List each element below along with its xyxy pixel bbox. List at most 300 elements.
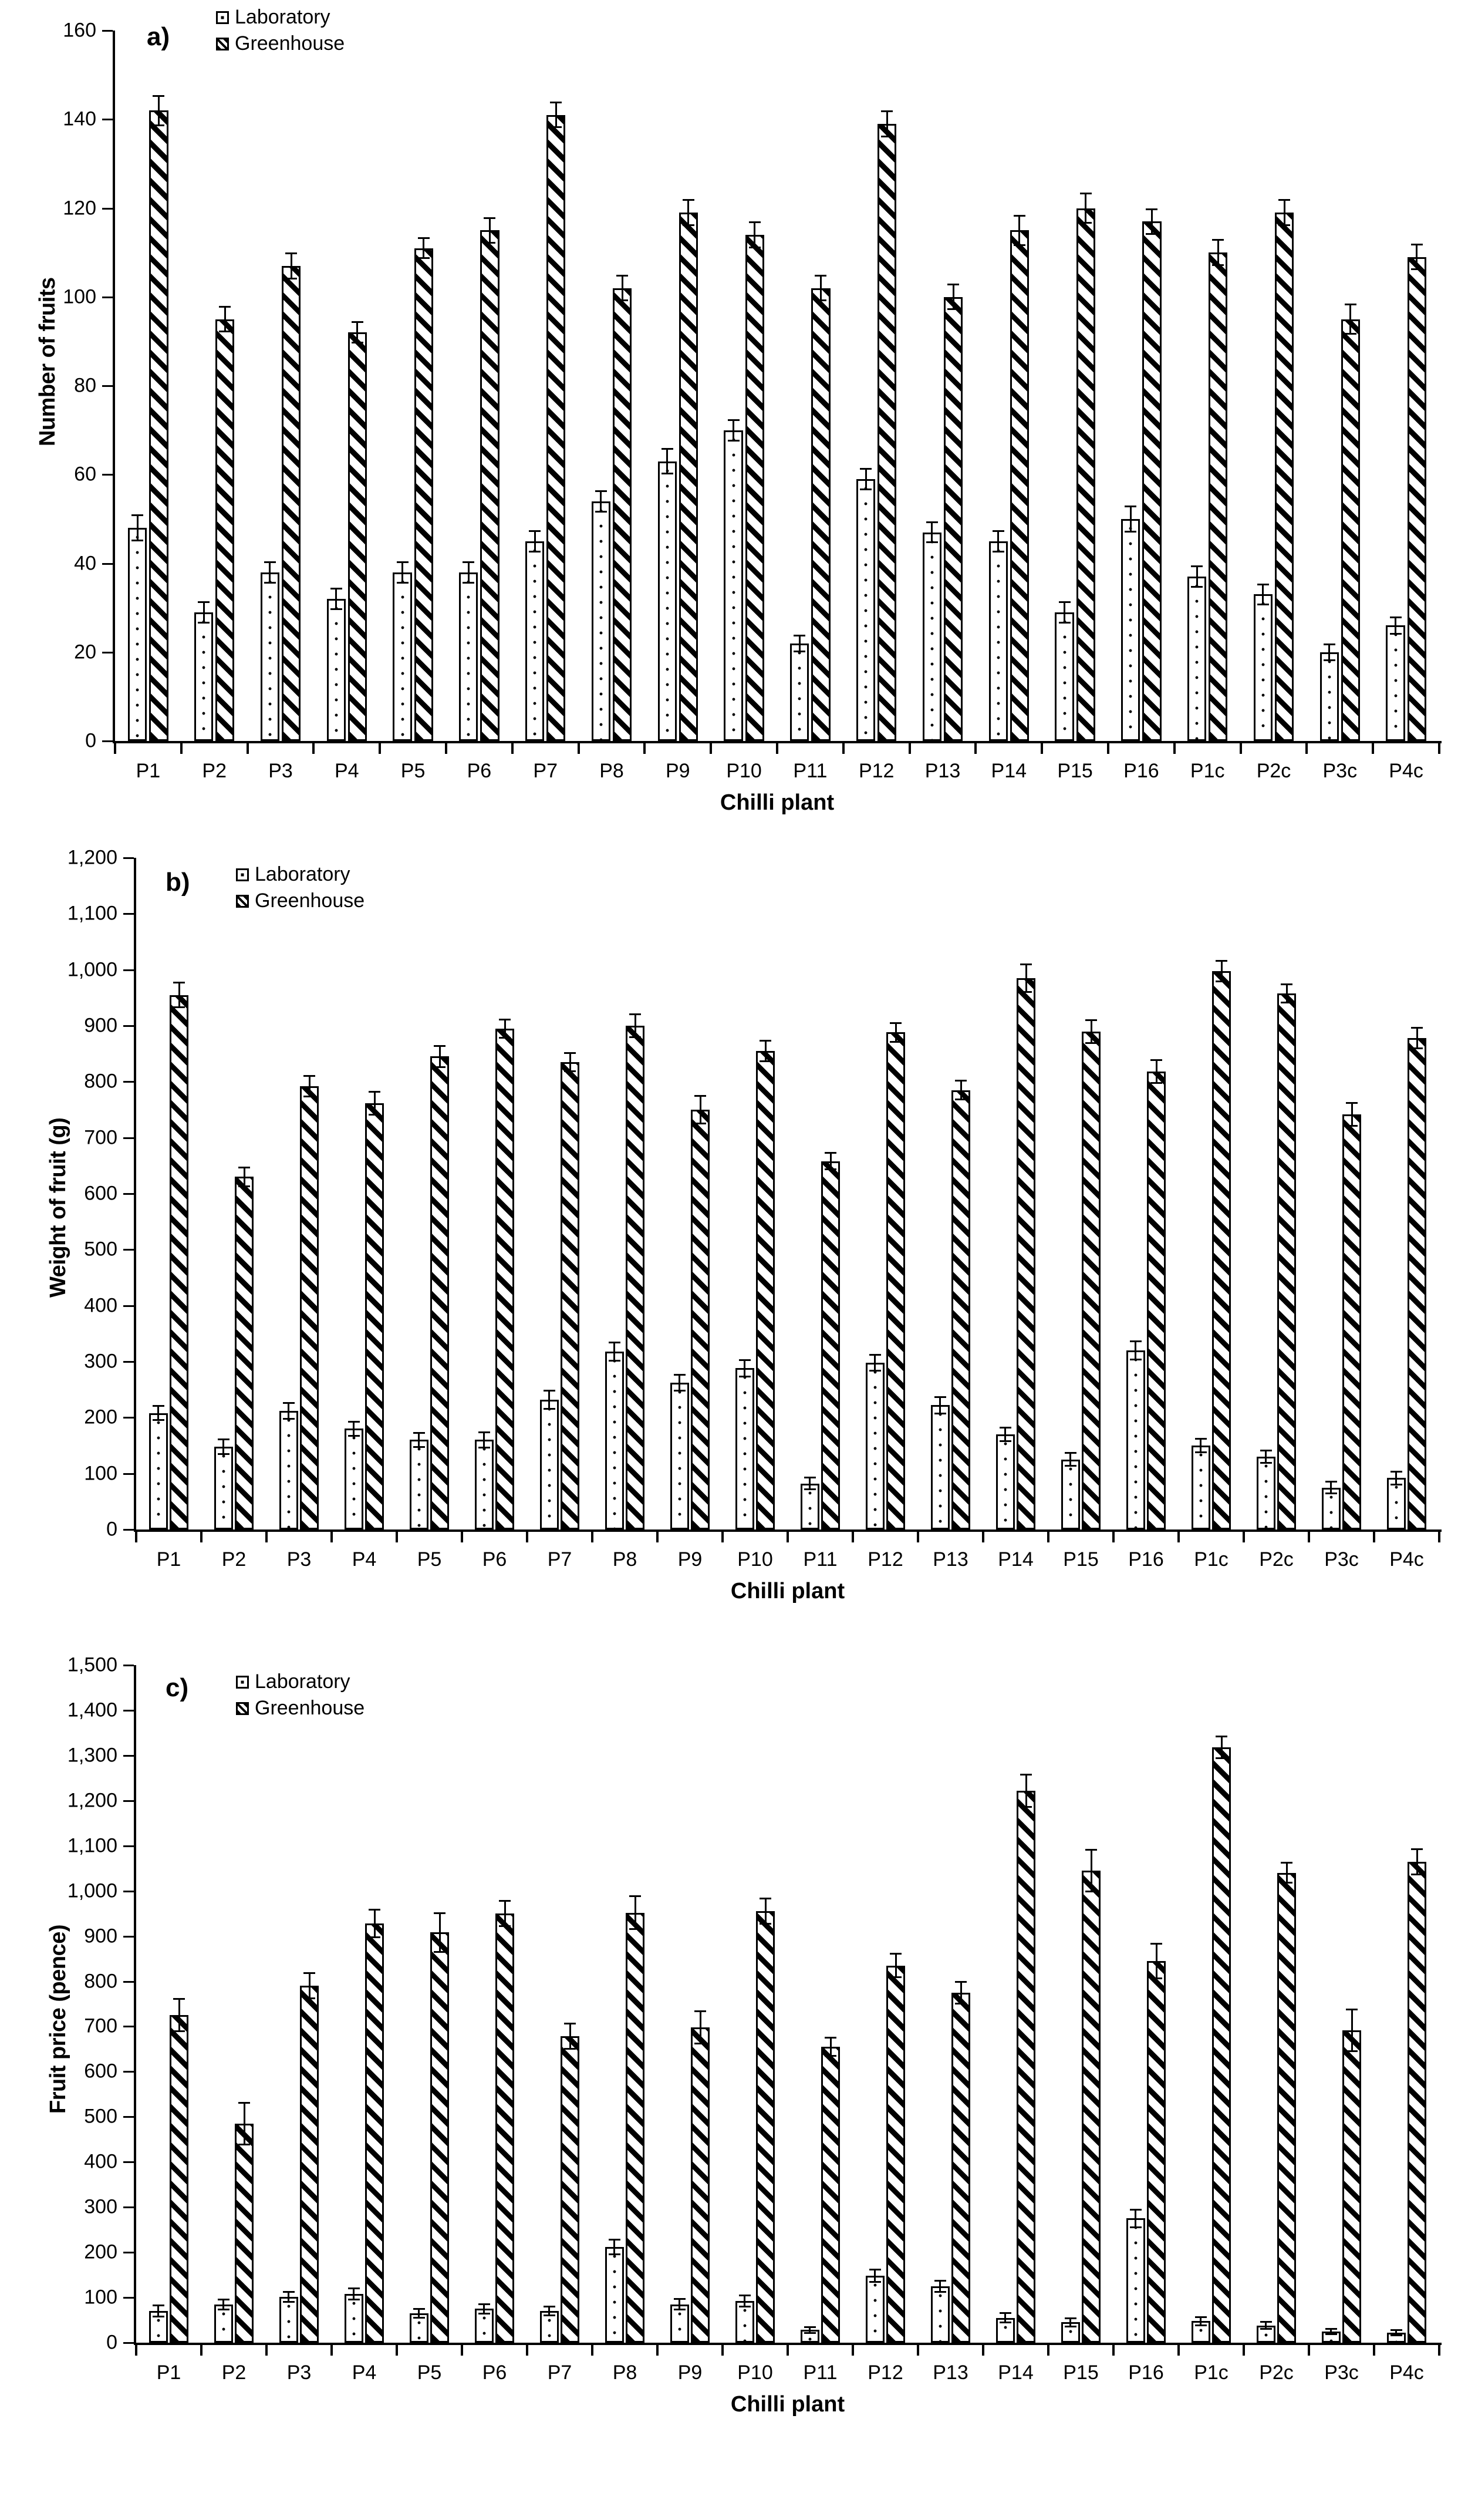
x-tick-mark	[461, 1529, 463, 1542]
bar-greenhouse-P11	[811, 288, 830, 741]
error-cap-bottom-laboratory-P2c	[1260, 2328, 1272, 2330]
x-tick-label-P1c: P1c	[1194, 2361, 1228, 2384]
x-tick-label-P3: P3	[286, 2361, 312, 2384]
error-bar-laboratory-P15	[1069, 1452, 1071, 1467]
y-tick-label: 100	[84, 1462, 117, 1485]
x-tick-label-P7: P7	[547, 1548, 572, 1571]
error-bar-greenhouse-P16	[1156, 1059, 1157, 1084]
error-cap-top-laboratory-P16	[1130, 1340, 1142, 1342]
error-bar-laboratory-P4c	[1395, 2329, 1397, 2336]
error-bar-laboratory-P3	[288, 1402, 289, 1420]
bar-laboratory-P5	[410, 1440, 428, 1529]
error-bar-greenhouse-P4c	[1416, 1027, 1418, 1049]
error-cap-top-greenhouse-P12	[890, 1022, 902, 1024]
error-cap-bottom-laboratory-P3c	[1325, 1493, 1337, 1494]
error-cap-bottom-laboratory-P1	[131, 540, 143, 541]
x-tick-mark	[721, 1529, 724, 1542]
error-cap-bottom-greenhouse-P11	[815, 299, 826, 301]
x-tick-mark	[842, 741, 845, 754]
bar-greenhouse-P2c	[1277, 1873, 1296, 2343]
bar-laboratory-P2	[214, 2305, 233, 2343]
error-bar-laboratory-P3c	[1330, 2328, 1332, 2335]
error-cap-top-greenhouse-P11	[825, 2037, 836, 2039]
bar-greenhouse-P4	[365, 1103, 384, 1529]
x-axis-line-a	[113, 741, 1442, 743]
x-axis-line-c	[134, 2343, 1442, 2345]
y-tick-mark	[123, 1665, 134, 1666]
x-tick-mark	[787, 2343, 789, 2356]
error-cap-bottom-greenhouse-P13	[955, 1099, 967, 1100]
y-tick-label: 1,000	[67, 1879, 117, 1902]
error-bar-laboratory-P5	[418, 1432, 420, 1448]
error-bar-greenhouse-P6	[489, 217, 491, 244]
error-cap-bottom-laboratory-P8	[609, 2253, 620, 2255]
x-tick-label-P5: P5	[417, 2361, 442, 2384]
x-tick-label-P5: P5	[400, 760, 426, 782]
error-cap-top-laboratory-P13	[934, 2280, 946, 2282]
error-bar-greenhouse-P12	[886, 110, 888, 137]
error-cap-bottom-laboratory-P8	[609, 1360, 620, 1362]
legend-label-greenhouse: Greenhouse	[255, 1697, 365, 1719]
error-cap-bottom-laboratory-P1c	[1195, 1451, 1207, 1453]
error-cap-bottom-greenhouse-P10	[760, 1060, 771, 1062]
error-cap-bottom-laboratory-P13	[934, 2291, 946, 2293]
error-cap-top-laboratory-P4	[330, 588, 342, 589]
error-bar-greenhouse-P5	[423, 237, 424, 260]
error-bar-greenhouse-P9	[700, 2010, 701, 2044]
error-cap-bottom-greenhouse-P12	[881, 136, 893, 137]
error-cap-top-greenhouse-P8	[629, 1013, 641, 1015]
bar-greenhouse-P1c	[1212, 1747, 1231, 2343]
x-tick-mark	[445, 741, 447, 754]
bar-greenhouse-P1	[170, 995, 188, 1529]
bar-greenhouse-P1c	[1209, 252, 1227, 741]
bar-laboratory-P16	[1121, 519, 1140, 741]
error-cap-bottom-laboratory-P10	[739, 2306, 751, 2307]
error-bar-laboratory-P16	[1135, 2209, 1136, 2229]
y-tick-mark	[123, 2297, 134, 2299]
error-bar-greenhouse-P2	[244, 1167, 245, 1187]
y-tick-label: 1,100	[67, 902, 117, 925]
error-bar-greenhouse-P3c	[1351, 1102, 1353, 1127]
bar-laboratory-P3c	[1322, 1488, 1341, 1530]
error-bar-greenhouse-P2	[224, 306, 226, 332]
x-tick-mark	[852, 1529, 854, 1542]
x-tick-label-P16: P16	[1128, 2361, 1164, 2384]
error-bar-laboratory-P14	[1004, 1427, 1006, 1443]
error-cap-bottom-greenhouse-P10	[760, 1923, 771, 1925]
y-tick-label: 900	[84, 1925, 117, 1948]
x-tick-mark	[917, 2343, 919, 2356]
error-cap-top-laboratory-P4c	[1391, 1471, 1402, 1473]
x-tick-mark	[1177, 2343, 1180, 2356]
bar-laboratory-P15	[1061, 1460, 1080, 1529]
error-cap-top-laboratory-P3	[264, 561, 276, 563]
bar-greenhouse-P9	[691, 1110, 710, 1529]
error-cap-bottom-greenhouse-P12	[890, 1976, 902, 1978]
y-tick-mark	[123, 2342, 134, 2344]
error-cap-bottom-greenhouse-P14	[1020, 991, 1032, 993]
y-tick-mark	[123, 1025, 134, 1027]
error-cap-top-greenhouse-P2c	[1278, 199, 1290, 201]
x-tick-mark	[1107, 741, 1109, 754]
y-tick-label: 300	[84, 1350, 117, 1373]
error-cap-top-greenhouse-P12	[890, 1953, 902, 1955]
y-tick-label: 1,300	[67, 1744, 117, 1767]
greenhouse-swatch-icon	[216, 38, 229, 50]
error-bar-greenhouse-P5	[439, 1912, 441, 1953]
x-tick-mark	[591, 1529, 593, 1542]
x-tick-mark	[396, 2343, 398, 2356]
x-tick-mark	[656, 1529, 659, 1542]
error-cap-top-greenhouse-P5	[418, 237, 430, 239]
y-tick-label: 20	[74, 641, 96, 663]
legend-b	[236, 863, 365, 916]
error-bar-laboratory-P2	[203, 601, 205, 624]
x-tick-mark	[1308, 2343, 1310, 2356]
error-cap-bottom-laboratory-P16	[1130, 1359, 1142, 1360]
legend-label-greenhouse: Greenhouse	[255, 890, 365, 912]
error-cap-bottom-greenhouse-P4	[369, 1936, 380, 1938]
y-tick-mark	[123, 2026, 134, 2027]
error-cap-bottom-greenhouse-P8	[629, 1036, 641, 1038]
error-cap-top-laboratory-P9	[662, 448, 673, 450]
error-cap-top-greenhouse-P16	[1150, 1059, 1162, 1061]
x-tick-mark	[982, 1529, 984, 1542]
bar-laboratory-P3	[279, 1411, 298, 1529]
y-tick-mark	[123, 1193, 134, 1195]
y-axis-line-c	[134, 1665, 136, 2344]
y-tick-label: 0	[85, 729, 96, 752]
x-tick-mark	[526, 2343, 528, 2356]
error-cap-bottom-laboratory-P4c	[1391, 2334, 1402, 2336]
legend-label-greenhouse: Greenhouse	[235, 32, 345, 55]
error-cap-bottom-greenhouse-P4c	[1411, 1047, 1423, 1049]
bar-greenhouse-P8	[626, 1026, 644, 1529]
x-tick-label-P2c: P2c	[1259, 2361, 1294, 2384]
error-cap-top-greenhouse-P9	[683, 199, 694, 201]
bar-laboratory-P9	[670, 1383, 689, 1529]
error-cap-bottom-greenhouse-P8	[616, 299, 628, 301]
y-tick-mark	[102, 652, 113, 653]
error-bar-laboratory-P14	[997, 530, 999, 552]
error-bar-greenhouse-P4	[356, 321, 358, 343]
error-bar-laboratory-P10	[744, 1359, 745, 1377]
error-cap-top-greenhouse-P3	[303, 1075, 315, 1077]
bar-greenhouse-P12	[886, 1966, 905, 2343]
y-tick-mark	[123, 1800, 134, 1802]
x-tick-mark	[135, 1529, 137, 1542]
error-cap-top-greenhouse-P11	[815, 275, 826, 277]
x-axis-line-b	[134, 1529, 1442, 1532]
bar-laboratory-P2c	[1257, 1457, 1275, 1529]
y-tick-mark	[102, 474, 113, 476]
error-cap-top-greenhouse-P4c	[1411, 1848, 1423, 1850]
error-cap-top-greenhouse-P14	[1020, 963, 1032, 965]
legend-c	[236, 1670, 365, 1723]
error-bar-laboratory-P7	[548, 2306, 550, 2316]
error-cap-bottom-greenhouse-P9	[694, 2043, 706, 2044]
error-cap-bottom-greenhouse-P7	[564, 1070, 576, 1072]
error-cap-bottom-laboratory-P1c	[1195, 2324, 1207, 2326]
error-cap-top-laboratory-P1	[153, 1405, 164, 1407]
bar-laboratory-P16	[1126, 2218, 1145, 2343]
error-bar-greenhouse-P3c	[1349, 304, 1351, 335]
y-tick-label: 900	[84, 1014, 117, 1037]
error-bar-greenhouse-P15	[1085, 193, 1086, 224]
error-cap-bottom-laboratory-P6	[478, 1447, 490, 1448]
error-cap-bottom-laboratory-P1	[153, 2316, 164, 2317]
error-bar-laboratory-P4c	[1395, 1471, 1397, 1485]
error-cap-top-laboratory-P15	[1059, 601, 1071, 603]
x-tick-mark	[135, 2343, 137, 2356]
bar-laboratory-P4	[327, 599, 346, 741]
error-cap-bottom-laboratory-P11	[804, 1488, 816, 1490]
y-tick-mark	[123, 1081, 134, 1083]
error-bar-greenhouse-P11	[830, 2037, 832, 2057]
error-bar-laboratory-P2c	[1265, 2321, 1267, 2330]
x-axis-title-a: Chilli plant	[720, 790, 835, 815]
error-bar-greenhouse-P4	[374, 1909, 376, 1938]
bar-laboratory-P9	[658, 461, 677, 741]
error-cap-top-laboratory-P9	[674, 1374, 686, 1376]
x-tick-label-P4: P4	[352, 1548, 377, 1571]
error-cap-top-laboratory-P6	[463, 561, 474, 563]
error-cap-bottom-greenhouse-P1c	[1216, 1757, 1227, 1759]
y-tick-mark	[123, 1473, 134, 1475]
error-bar-laboratory-P14	[1004, 2312, 1006, 2323]
x-tick-label-P13: P13	[933, 2361, 968, 2384]
bar-laboratory-P12	[866, 2276, 885, 2343]
error-cap-bottom-greenhouse-P11	[825, 1168, 836, 1170]
error-bar-laboratory-P15	[1069, 2317, 1071, 2327]
error-cap-top-laboratory-P2c	[1257, 584, 1269, 585]
error-cap-bottom-laboratory-P10	[728, 440, 740, 442]
y-tick-mark	[102, 563, 113, 565]
bar-greenhouse-P3	[300, 1986, 319, 2343]
y-tick-mark	[123, 1891, 134, 1892]
error-cap-top-laboratory-P6	[478, 1431, 490, 1433]
bar-laboratory-P13	[931, 2286, 950, 2343]
error-bar-laboratory-P4c	[1395, 616, 1396, 634]
y-tick-mark	[123, 2116, 134, 2118]
error-cap-top-laboratory-P8	[595, 490, 607, 492]
error-bar-greenhouse-P9	[700, 1095, 701, 1124]
y-tick-mark	[123, 857, 134, 859]
error-cap-bottom-laboratory-P15	[1059, 622, 1071, 624]
legend-item-laboratory	[236, 863, 365, 886]
error-bar-laboratory-P9	[679, 1374, 680, 1392]
x-tick-mark	[578, 741, 580, 754]
bar-greenhouse-P4c	[1408, 257, 1426, 741]
bar-laboratory-P6	[459, 572, 478, 741]
bar-greenhouse-P12	[886, 1032, 905, 1529]
bar-laboratory-P8	[605, 1352, 624, 1529]
error-cap-bottom-laboratory-P6	[478, 2313, 490, 2315]
error-cap-bottom-greenhouse-P1	[173, 1006, 185, 1008]
error-bar-greenhouse-P13	[953, 284, 954, 310]
error-cap-bottom-laboratory-P3	[264, 582, 276, 584]
x-tick-label-P8: P8	[599, 760, 624, 782]
error-cap-bottom-greenhouse-P9	[683, 224, 694, 226]
error-cap-bottom-laboratory-P12	[860, 488, 872, 490]
error-cap-top-laboratory-P3	[283, 2291, 295, 2293]
y-tick-label: 600	[84, 2060, 117, 2083]
error-cap-top-greenhouse-P10	[749, 221, 761, 223]
error-cap-top-laboratory-P12	[869, 1354, 881, 1356]
error-cap-top-laboratory-P8	[609, 1342, 620, 1343]
error-bar-greenhouse-P1c	[1221, 1736, 1223, 1759]
error-bar-laboratory-P8	[600, 490, 602, 513]
error-cap-bottom-greenhouse-P3	[303, 1997, 315, 1999]
bar-greenhouse-P6	[495, 1913, 514, 2343]
error-bar-laboratory-P3	[288, 2291, 289, 2303]
x-tick-mark	[330, 1529, 333, 1542]
error-cap-top-greenhouse-P16	[1146, 208, 1157, 210]
y-tick-mark	[123, 2161, 134, 2163]
bar-laboratory-P12	[866, 1363, 885, 1529]
bar-greenhouse-P15	[1082, 1032, 1101, 1529]
error-cap-bottom-laboratory-P9	[662, 473, 673, 474]
error-cap-bottom-laboratory-P14	[993, 551, 1004, 552]
error-cap-top-laboratory-P8	[609, 2239, 620, 2241]
error-bar-laboratory-P1c	[1196, 565, 1198, 588]
x-tick-mark	[643, 741, 646, 754]
error-bar-laboratory-P8	[613, 2239, 615, 2255]
bar-greenhouse-P7	[561, 2036, 579, 2343]
bar-greenhouse-P16	[1147, 1072, 1166, 1529]
error-cap-bottom-laboratory-P4c	[1391, 1484, 1402, 1485]
error-bar-greenhouse-P1	[178, 1998, 180, 2032]
bar-greenhouse-P15	[1076, 208, 1095, 742]
error-cap-top-laboratory-P7	[544, 2306, 555, 2307]
error-cap-top-greenhouse-P1	[153, 95, 164, 97]
bar-laboratory-P7	[525, 541, 544, 741]
y-tick-label: 800	[84, 1070, 117, 1093]
error-bar-laboratory-P16	[1135, 1340, 1136, 1360]
error-cap-top-greenhouse-P4c	[1411, 244, 1423, 245]
bar-greenhouse-P4	[365, 1923, 384, 2343]
bar-laboratory-P5	[393, 572, 411, 741]
error-cap-bottom-greenhouse-P5	[434, 1066, 446, 1068]
error-bar-laboratory-P5	[401, 561, 403, 584]
x-tick-label-P12: P12	[868, 2361, 903, 2384]
x-tick-mark	[721, 2343, 724, 2356]
error-cap-top-laboratory-P3	[283, 1402, 295, 1404]
error-bar-laboratory-P9	[679, 2298, 680, 2311]
x-tick-label-P14: P14	[998, 2361, 1034, 2384]
x-tick-label-P16: P16	[1123, 760, 1159, 782]
x-tick-mark	[526, 1529, 528, 1542]
bar-laboratory-P8	[592, 501, 610, 741]
bar-greenhouse-P4c	[1408, 1038, 1426, 1529]
error-bar-greenhouse-P10	[765, 1898, 767, 1925]
error-cap-top-laboratory-P5	[397, 561, 409, 563]
error-bar-laboratory-P2c	[1265, 1450, 1267, 1464]
error-bar-greenhouse-P15	[1091, 1849, 1092, 1892]
error-bar-laboratory-P6	[468, 561, 470, 584]
error-cap-bottom-laboratory-P2	[218, 2309, 230, 2310]
error-bar-laboratory-P7	[548, 1390, 550, 1410]
x-tick-mark	[1438, 741, 1440, 754]
error-cap-top-laboratory-P2c	[1260, 1450, 1272, 1451]
y-tick-label: 1,100	[67, 1834, 117, 1857]
bar-laboratory-P4c	[1387, 2333, 1406, 2343]
error-cap-bottom-laboratory-P16	[1125, 531, 1136, 533]
x-tick-mark	[265, 1529, 268, 1542]
error-cap-top-laboratory-P3c	[1325, 2328, 1337, 2330]
legend-item-greenhouse	[216, 32, 345, 55]
error-bar-greenhouse-P10	[754, 221, 755, 248]
bar-laboratory-P9	[670, 2305, 689, 2343]
error-cap-top-laboratory-P13	[926, 521, 938, 523]
error-bar-greenhouse-P13	[960, 1080, 962, 1100]
bar-laboratory-P2c	[1257, 2326, 1275, 2343]
error-cap-top-laboratory-P4	[348, 2287, 360, 2289]
error-cap-top-greenhouse-P13	[955, 1080, 967, 1082]
error-cap-top-laboratory-P15	[1065, 1452, 1076, 1454]
error-bar-laboratory-P3c	[1328, 644, 1330, 661]
x-tick-mark	[776, 741, 778, 754]
bar-laboratory-P14	[996, 1434, 1015, 1529]
y-axis-title-b: Weight of fruit (g)	[46, 1117, 70, 1298]
error-cap-bottom-greenhouse-P15	[1080, 222, 1092, 224]
y-tick-mark	[123, 2206, 134, 2208]
x-tick-mark	[200, 1529, 203, 1542]
bar-greenhouse-P2	[235, 2124, 254, 2343]
error-bar-greenhouse-P15	[1091, 1019, 1092, 1044]
error-bar-greenhouse-P12	[895, 1953, 897, 1978]
error-cap-top-laboratory-P6	[478, 2303, 490, 2305]
error-cap-bottom-laboratory-P5	[413, 2317, 425, 2319]
error-cap-top-laboratory-P10	[728, 419, 740, 421]
error-bar-greenhouse-P8	[635, 1895, 636, 1929]
error-cap-bottom-laboratory-P1c	[1191, 586, 1203, 588]
x-tick-mark	[591, 2343, 593, 2356]
x-tick-label-P4c: P4c	[1389, 2361, 1424, 2384]
y-tick-label: 200	[84, 2241, 117, 2263]
error-cap-top-greenhouse-P9	[694, 2010, 706, 2012]
error-bar-laboratory-P15	[1064, 601, 1065, 624]
x-tick-label-P2c: P2c	[1259, 1548, 1294, 1571]
bar-greenhouse-P1	[170, 2015, 188, 2343]
bar-greenhouse-P5	[430, 1056, 449, 1529]
error-bar-greenhouse-P11	[820, 275, 822, 301]
error-cap-top-laboratory-P14	[1000, 1427, 1011, 1429]
error-cap-top-laboratory-P1c	[1195, 1438, 1207, 1440]
error-cap-bottom-greenhouse-P7	[550, 126, 562, 128]
error-cap-top-greenhouse-P3	[303, 1972, 315, 1974]
y-tick-mark	[123, 2071, 134, 2073]
error-cap-top-laboratory-P7	[529, 530, 541, 532]
x-tick-label-P1c: P1c	[1190, 760, 1225, 782]
bar-laboratory-P10	[724, 430, 743, 741]
y-tick-mark	[102, 297, 113, 298]
error-bar-laboratory-P12	[865, 468, 867, 490]
error-cap-bottom-greenhouse-P3	[303, 1096, 315, 1097]
error-bar-laboratory-P13	[939, 2280, 941, 2293]
bar-greenhouse-P1c	[1212, 971, 1231, 1529]
error-cap-top-laboratory-P4	[348, 1421, 360, 1423]
bar-laboratory-P1c	[1192, 2321, 1210, 2343]
y-tick-mark	[123, 2252, 134, 2253]
bar-laboratory-P4c	[1387, 1478, 1406, 1529]
error-cap-top-laboratory-P4c	[1391, 2329, 1402, 2331]
x-tick-label-P14: P14	[998, 1548, 1034, 1571]
error-cap-bottom-greenhouse-P13	[947, 308, 959, 310]
error-cap-bottom-laboratory-P3	[283, 1418, 295, 1420]
error-cap-top-laboratory-P3c	[1325, 1481, 1337, 1483]
